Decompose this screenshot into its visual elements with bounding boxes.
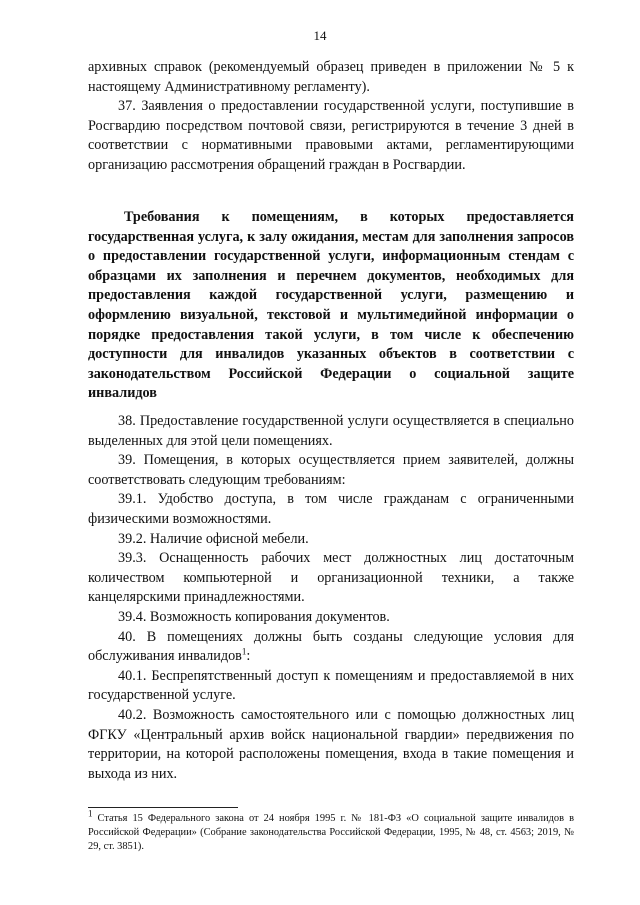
paragraph-40-text: 40. В помещениях должны быть созданы следующие условия для обслуживания инвалидов (88, 628, 574, 665)
paragraph-39-4: 39.4. Возможность копирования документов. (118, 608, 390, 625)
paragraph-39-1: 39.1. Удобство доступа, в том числе гражданам с ограниченными физическими возможностями. (88, 491, 574, 527)
paragraph-38: 38. Предоставление государственной услуги осуществляется в специально выделенных для этой цели помещениях. (88, 413, 574, 449)
footnote-paragraph (88, 808, 574, 854)
paragraph-40-2: 40.2. Возможность самостоятельного или с помощью должностных лиц ФГКУ «Центральный архив войск национальной гвардии» передвижения по территории, на которой расположены помещения, входа в такие помещения и выхода из них. (88, 706, 574, 782)
paragraph-39-2: 39.2. Наличие офисной мебели. (118, 530, 309, 547)
footnote (88, 808, 574, 854)
footnote-divider (88, 807, 238, 808)
paragraph-37: 37. Заявления о предоставлении государственной услуги, поступившие в Росгвардию посредством почтовой связи, регистрируются в течение 3 дней в соответствии с нормативными правовыми актами, регламентирующими организацию рассмотрения обращений граждан в Росгвардии. (88, 98, 574, 173)
footnote-reference[interactable]: 1 (241, 646, 247, 657)
page-number: 14 (313, 28, 327, 43)
paragraph-39: 39. Помещения, в которых осуществляется прием заявителей, должны соответствовать следующим требованиям: (88, 452, 574, 488)
requirements-text-block (88, 412, 574, 784)
continuation-paragraph: архивных справок (рекомендуемый образец приведен в приложении № 5 к настоящему Административному регламенту). (88, 59, 574, 95)
section-heading (88, 208, 574, 404)
footnote-mark: 1 (88, 808, 93, 819)
section-heading-text: Требования к помещениям, в которых предоставляется государственная услуга, к залу ожидания, местам для заполнения запросов о предоставлении государственной услуги, информационным стендам с образцами их заполнения и перечнем документов, необходимых для предоставления каждой государственной услуги, размещению и оформлению визуальной, текстовой и мультимедийной информации о порядке предоставления такой услуги, в том числе к обеспечению доступности для инвалидов указанных объектов в соответствии с законодательством Российской Федерации о социальной защите инвалидов (88, 209, 574, 402)
paragraph-40-end: : (246, 648, 251, 665)
paragraph-39-3: 39.3. Оснащенность рабочих мест должностных лиц достаточным количеством компьютерной и организационной техники, а также канцелярскими принадлежностями. (88, 550, 574, 606)
top-text-block (88, 58, 574, 176)
paragraph-40-1: 40.1. Беспрепятственный доступ к помещениям и предоставляемой в них государственной услуге. (88, 667, 574, 704)
footnote-text: Статья 15 Федерального закона от 24 ноября 1995 г. № 181-ФЗ «О социальной защите инвалидов в Российской Федерации» (Собрание законодательства Российской Федерации, 1995, № 48, ст. 4563; 2019, № 29, ст. 3851). (88, 813, 574, 852)
paragraph-40 (88, 628, 574, 667)
